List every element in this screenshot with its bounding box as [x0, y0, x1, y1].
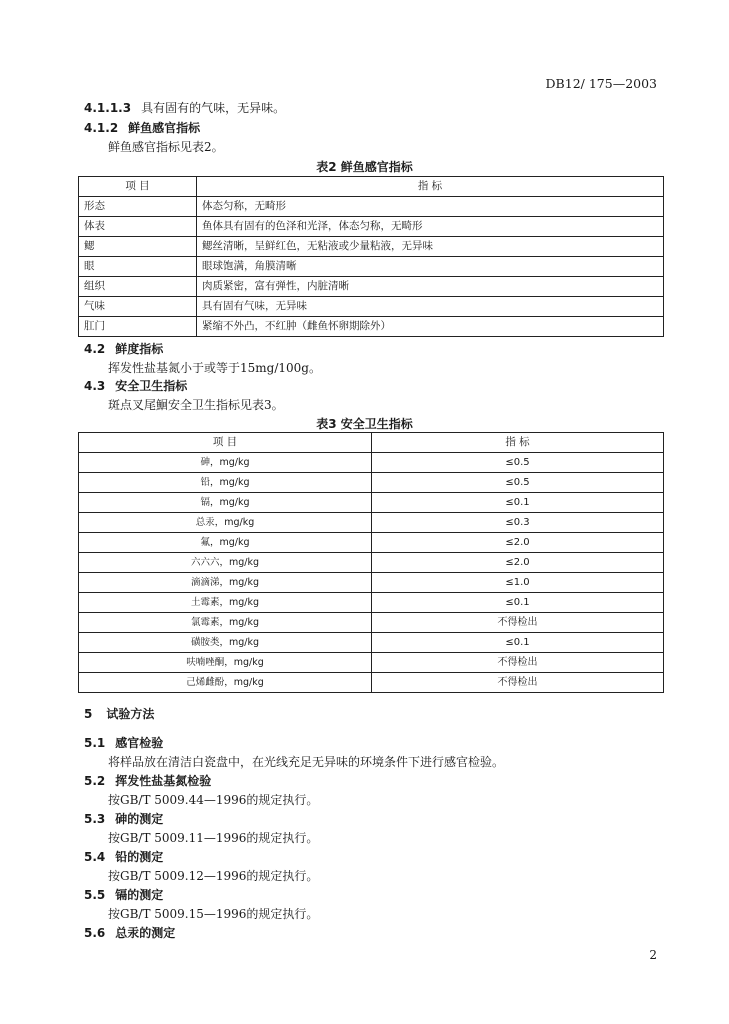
heading-5-5 [84, 887, 163, 903]
row-item: 六六六，mg/kg [79, 553, 372, 573]
row-item: 气味 [79, 297, 197, 317]
row-value: 紧缩不外凸，不红肿（雌鱼怀卵期除外） [197, 317, 664, 337]
paragraph-5-3: 按GB/T 5009.11—1996的规定执行。 [108, 831, 319, 845]
row-value: 体态匀称，无畸形 [197, 197, 664, 217]
heading-title: 镉的测定 [115, 888, 164, 902]
table-row [79, 297, 664, 317]
row-item: 滴滴涕，mg/kg [79, 573, 372, 593]
table-row [79, 573, 664, 593]
table-row [79, 593, 664, 613]
row-value: ≤0.1 [372, 633, 664, 653]
heading-5-6 [84, 925, 175, 941]
clause-4-1-1-3 [84, 100, 285, 116]
table-header-row [79, 177, 664, 197]
row-value: ≤0.5 [372, 453, 664, 473]
row-item: 呋喃唑酮，mg/kg [79, 653, 372, 673]
row-value: 鳃丝清晰，呈鲜红色，无粘液或少量粘液，无异味 [197, 237, 664, 257]
heading-number: 5.1 [84, 736, 106, 750]
table-row [79, 613, 664, 633]
heading-title: 感官检验 [115, 736, 164, 750]
heading-4-1-2 [84, 120, 200, 136]
heading-number: 5.5 [84, 888, 106, 902]
heading-5-4 [84, 849, 163, 865]
heading-5-2 [84, 773, 211, 789]
table-row [79, 533, 664, 553]
row-value: 不得检出 [372, 613, 664, 633]
paragraph-5-4: 按GB/T 5009.12—1996的规定执行。 [108, 869, 319, 883]
table-row [79, 633, 664, 653]
row-item: 组织 [79, 277, 197, 297]
table-row [79, 473, 664, 493]
row-item: 氯霉素，mg/kg [79, 613, 372, 633]
table2-caption: 表2 鲜鱼感官指标 [316, 160, 413, 174]
heading-number: 4.3 [84, 379, 106, 393]
paragraph-4-3: 斑点叉尾鮰安全卫生指标见表3。 [108, 398, 284, 412]
table-row [79, 653, 664, 673]
heading-4-3 [84, 378, 187, 394]
table-row [79, 673, 664, 693]
row-value: 肉质紧密，富有弹性，内脏清晰 [197, 277, 664, 297]
table-row [79, 493, 664, 513]
heading-title: 砷的测定 [115, 812, 164, 826]
heading-number: 5 [84, 707, 93, 721]
clause-number: 4.1.1.3 [84, 101, 132, 115]
heading-number: 5.6 [84, 926, 106, 940]
heading-title: 鲜度指标 [115, 342, 164, 356]
row-value: ≤0.3 [372, 513, 664, 533]
clause-text: 具有固有的气味，无异味。 [141, 101, 286, 115]
heading-title: 铅的测定 [115, 850, 164, 864]
row-item: 形态 [79, 197, 197, 217]
document-code: DB12/ 175—2003 [545, 76, 657, 91]
heading-5-3 [84, 811, 163, 827]
paragraph-5-2: 按GB/T 5009.44—1996的规定执行。 [108, 793, 319, 807]
row-item: 总汞，mg/kg [79, 513, 372, 533]
heading-title: 挥发性盐基氮检验 [115, 774, 212, 788]
row-item: 眼 [79, 257, 197, 277]
table-row [79, 257, 664, 277]
column-header-item: 项 目 [79, 433, 372, 453]
row-value: ≤0.5 [372, 473, 664, 493]
heading-title: 总汞的测定 [115, 926, 176, 940]
paragraph-4-1-2: 鲜鱼感官指标见表2。 [108, 140, 224, 154]
table-row [79, 453, 664, 473]
row-item: 砷，mg/kg [79, 453, 372, 473]
paragraph-5-5: 按GB/T 5009.15—1996的规定执行。 [108, 907, 319, 921]
table-row [79, 277, 664, 297]
table-row [79, 197, 664, 217]
row-item: 土霉素，mg/kg [79, 593, 372, 613]
row-value: 不得检出 [372, 653, 664, 673]
row-item: 己烯雌酚，mg/kg [79, 673, 372, 693]
heading-4-2 [84, 341, 163, 357]
heading-title: 鲜鱼感官指标 [128, 121, 201, 135]
heading-5 [84, 706, 154, 722]
row-value: ≤0.1 [372, 593, 664, 613]
row-value: ≤1.0 [372, 573, 664, 593]
heading-number: 5.2 [84, 774, 106, 788]
heading-title: 试验方法 [106, 707, 155, 721]
heading-number: 5.3 [84, 812, 106, 826]
row-item: 氟，mg/kg [79, 533, 372, 553]
paragraph-4-2: 挥发性盐基氮小于或等于15mg/100g。 [108, 361, 321, 375]
column-header-index: 指 标 [197, 177, 664, 197]
row-value: ≤2.0 [372, 533, 664, 553]
row-value: ≤0.1 [372, 493, 664, 513]
row-value: ≤2.0 [372, 553, 664, 573]
paragraph-5-1: 将样品放在清洁白瓷盘中，在光线充足无异味的环境条件下进行感官检验。 [108, 755, 505, 769]
table-safety-hygiene [78, 432, 664, 693]
row-item: 铅，mg/kg [79, 473, 372, 493]
table-row [79, 553, 664, 573]
table-row [79, 237, 664, 257]
table-header-row [79, 433, 664, 453]
row-value: 具有固有气味，无异味 [197, 297, 664, 317]
heading-number: 4.2 [84, 342, 106, 356]
column-header-index: 指 标 [372, 433, 664, 453]
row-item: 镉，mg/kg [79, 493, 372, 513]
heading-number: 5.4 [84, 850, 106, 864]
heading-title: 安全卫生指标 [115, 379, 188, 393]
row-item: 磺胺类，mg/kg [79, 633, 372, 653]
table-fish-sensory [78, 176, 664, 337]
table-row [79, 317, 664, 337]
row-value: 鱼体具有固有的色泽和光泽，体态匀称，无畸形 [197, 217, 664, 237]
row-value: 眼球饱满，角膜清晰 [197, 257, 664, 277]
page-number: 2 [649, 948, 657, 962]
column-header-item: 项 目 [79, 177, 197, 197]
heading-5-1 [84, 735, 163, 751]
table-row [79, 217, 664, 237]
heading-number: 4.1.2 [84, 121, 119, 135]
row-value: 不得检出 [372, 673, 664, 693]
row-item: 体表 [79, 217, 197, 237]
table3-caption: 表3 安全卫生指标 [316, 417, 413, 431]
table-row [79, 513, 664, 533]
row-item: 鳃 [79, 237, 197, 257]
row-item: 肛门 [79, 317, 197, 337]
